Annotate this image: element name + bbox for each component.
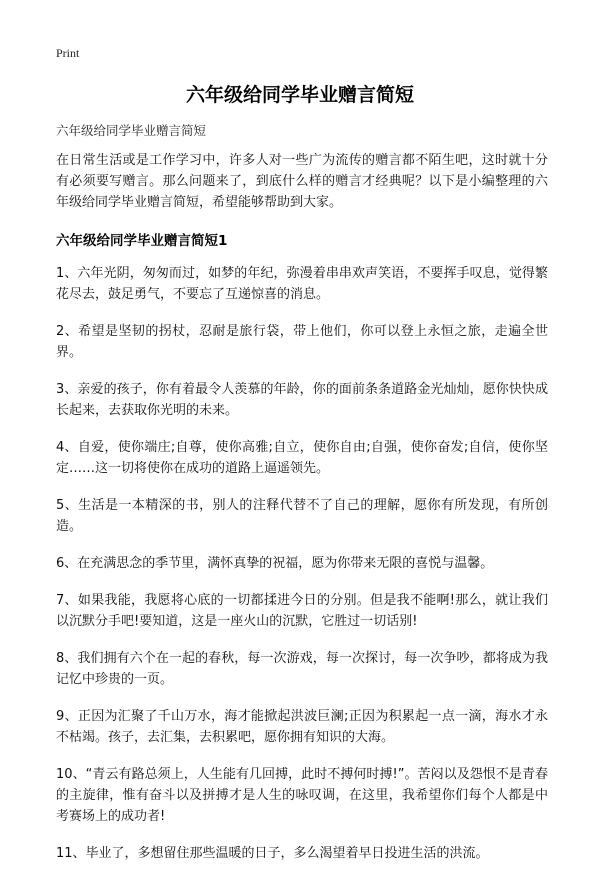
intro-paragraph: 在日常生活或是工作学习中，许多人对一些广为流传的赠言都不陌生吧，这时就十分有必须要写赠言。那么问题来了，到底什么样的赠言才经典呢？以下是小编整理的六年级给同学毕业赠言简短，希望能够帮助到大家。	[56, 153, 548, 210]
list-item: 10、“青云有路总须上，人生能有几回搏，此时不搏何时搏!”。苦闷以及怨恨不是青春的主旋律，惟有奋斗以及拼搏才是人生的咏叹调，在这里，我希望你们每个人都是中考赛场上的成功者!	[56, 767, 548, 824]
list-item: 3、亲爱的孩子，你有着最令人羡慕的年龄，你的面前条条道路金光灿灿，愿你快快成长起来，去获取你光明的未来。	[56, 382, 548, 418]
list-item: 9、正因为汇聚了千山万水，海才能掀起洪波巨澜;正因为积累起一点一滴，海水才永不枯竭。孩子，去汇集，去积累吧，愿你拥有知识的大海。	[56, 709, 548, 745]
list-item: 5、生活是一本精深的书，别人的注释代替不了自己的理解，愿你有所发现，有所创造。	[56, 498, 548, 534]
list-item: 2、希望是坚韧的拐杖，忍耐是旅行袋，带上他们，你可以登上永恒之旅，走遍全世界。	[56, 324, 548, 360]
article-body	[56, 150, 548, 880]
page-title: 六年级给同学毕业赠言简短	[185, 84, 414, 106]
document-subtitle: 六年级给同学毕业赠言简短	[56, 123, 207, 138]
list-item: 11、毕业了，多想留住那些温暖的日子，多么渴望着早日投进生活的洪流。	[56, 846, 489, 861]
list-item: 4、自爱，使你端庄;自尊，使你高雅;自立，使你自由;自强，使你奋发;自信，使你坚定……这一切将使你在成功的道路上逼遥领先。	[56, 440, 548, 476]
list-item: 6、在充满思念的季节里，满怀真挚的祝福，愿为你带来无限的喜悦与温馨。	[56, 556, 494, 571]
print-link[interactable]: Print	[56, 46, 80, 60]
list-item: 8、我们拥有六个在一起的春秋，每一次游戏，每一次探讨，每一次争吵，都将成为我记忆中珍贵的一页。	[56, 651, 548, 687]
list-item: 7、如果我能，我愿将心底的一切都揉进今日的分别。但是我不能啊!那么，就让我们以沉默分手吧!要知道，这是一座火山的沉默，它胜过一切话别!	[56, 593, 548, 629]
list-item: 1、六年光阴，匆匆而过，如梦的年纪，弥漫着串串欢声笑语，不要挥手叹息，觉得繁花尽去，鼓足勇气，不要忘了互递惊喜的消息。	[56, 266, 548, 302]
section-heading: 六年级给同学毕业赠言简短1	[56, 233, 228, 249]
